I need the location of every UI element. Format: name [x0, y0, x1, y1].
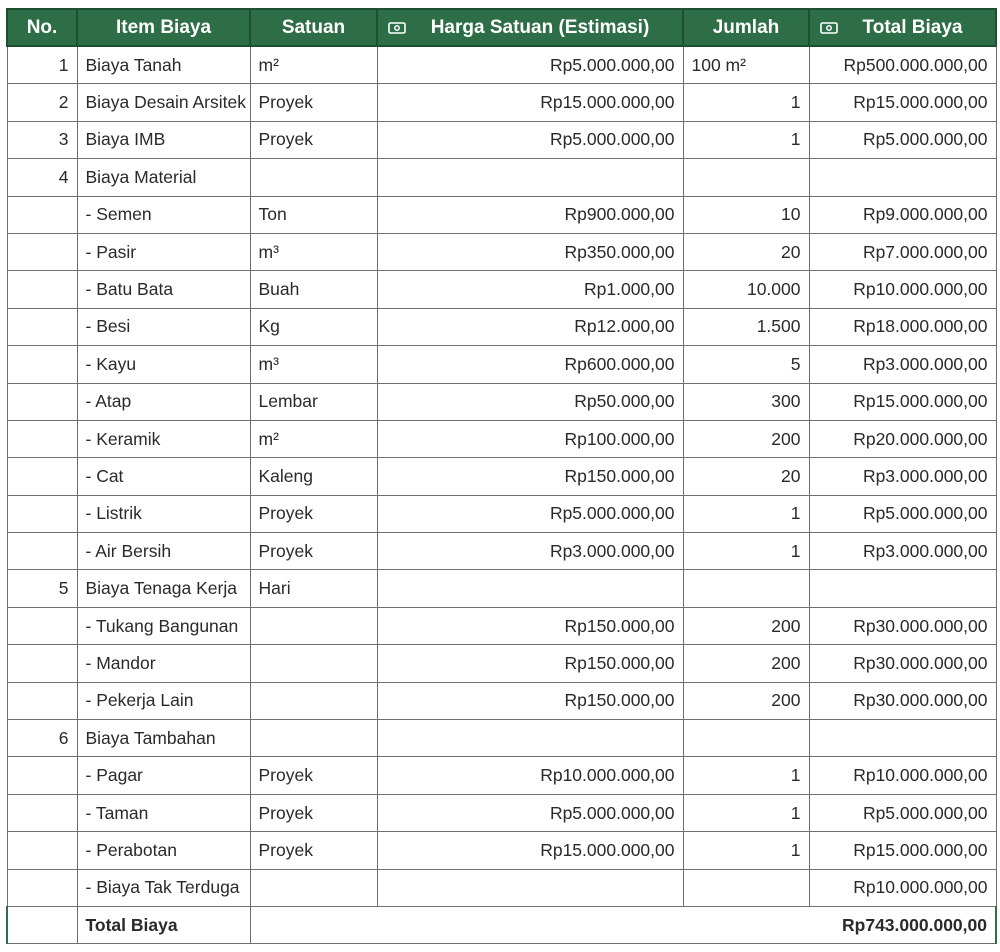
cell-jumlah: 200 — [683, 682, 809, 719]
cell-satuan — [250, 159, 377, 196]
header-harga[interactable] — [377, 9, 683, 46]
total-value: Rp743.000.000,00 — [250, 906, 996, 943]
cell-jumlah: 200 — [683, 645, 809, 682]
cell-harga: Rp150.000,00 — [377, 682, 683, 719]
cell-harga: Rp10.000.000,00 — [377, 757, 683, 794]
total-row — [7, 906, 996, 943]
header-jumlah[interactable]: Jumlah — [683, 9, 809, 46]
cell-total: Rp3.000.000,00 — [809, 346, 996, 383]
cell-no — [7, 645, 77, 682]
cell-harga: Rp5.000.000,00 — [377, 46, 683, 84]
cell-harga: Rp350.000,00 — [377, 233, 683, 270]
cell-jumlah: 1 — [683, 495, 809, 532]
cell-satuan — [250, 720, 377, 757]
table-body — [7, 46, 996, 906]
cell-satuan: m² — [250, 46, 377, 84]
cell-no: 6 — [7, 720, 77, 757]
cell-jumlah: 100 m² — [683, 46, 809, 84]
cell-item: Biaya Tenaga Kerja — [77, 570, 250, 607]
cell-item: Biaya IMB — [77, 121, 250, 158]
table-row — [7, 794, 996, 831]
table-row — [7, 121, 996, 158]
cell-no — [7, 308, 77, 345]
cell-harga — [377, 869, 683, 906]
cell-harga: Rp12.000,00 — [377, 308, 683, 345]
cell-item: - Pasir — [77, 233, 250, 270]
cell-total: Rp15.000.000,00 — [809, 383, 996, 420]
cell-item: - Air Bersih — [77, 533, 250, 570]
cell-total: Rp5.000.000,00 — [809, 121, 996, 158]
cell-total — [809, 159, 996, 196]
cell-satuan: Proyek — [250, 84, 377, 121]
cell-no — [7, 271, 77, 308]
cost-table-container — [6, 8, 995, 946]
table-row — [7, 346, 996, 383]
cell-no — [7, 346, 77, 383]
cell-no — [7, 832, 77, 869]
cell-total: Rp7.000.000,00 — [809, 233, 996, 270]
cell-jumlah — [683, 720, 809, 757]
cell-jumlah — [683, 159, 809, 196]
cell-no: 5 — [7, 570, 77, 607]
cell-jumlah: 10 — [683, 196, 809, 233]
table-row — [7, 607, 996, 644]
cell-item: - Batu Bata — [77, 271, 250, 308]
cell-total: Rp5.000.000,00 — [809, 794, 996, 831]
cell-satuan: Buah — [250, 271, 377, 308]
cell-harga: Rp15.000.000,00 — [377, 84, 683, 121]
cell-harga: Rp50.000,00 — [377, 383, 683, 420]
cell-satuan: Hari — [250, 570, 377, 607]
cell-no — [7, 458, 77, 495]
cell-total — [809, 570, 996, 607]
table-row — [7, 495, 996, 532]
cell-item: - Besi — [77, 308, 250, 345]
header-item[interactable]: Item Biaya — [77, 9, 250, 46]
cell-total: Rp9.000.000,00 — [809, 196, 996, 233]
cell-satuan: Kaleng — [250, 458, 377, 495]
table-row — [7, 46, 996, 84]
cell-harga — [377, 720, 683, 757]
table-row — [7, 682, 996, 719]
table-row — [7, 233, 996, 270]
table-row — [7, 159, 996, 196]
cell-jumlah: 20 — [683, 458, 809, 495]
cell-item: Biaya Material — [77, 159, 250, 196]
cell-no — [7, 420, 77, 457]
cell-jumlah: 1 — [683, 121, 809, 158]
cell-no — [7, 533, 77, 570]
cell-jumlah: 1 — [683, 794, 809, 831]
table-row — [7, 757, 996, 794]
cell-total: Rp10.000.000,00 — [809, 757, 996, 794]
cell-item: - Pekerja Lain — [77, 682, 250, 719]
cell-total — [809, 720, 996, 757]
cell-total: Rp15.000.000,00 — [809, 832, 996, 869]
table-row — [7, 533, 996, 570]
cell-no — [7, 682, 77, 719]
cell-satuan: Ton — [250, 196, 377, 233]
cell-total: Rp30.000.000,00 — [809, 682, 996, 719]
cell-no — [7, 196, 77, 233]
cell-total: Rp3.000.000,00 — [809, 533, 996, 570]
header-harga-label: Harga Satuan (Estimasi) — [430, 16, 650, 38]
cell-item: - Biaya Tak Terduga — [77, 869, 250, 906]
cell-jumlah — [683, 869, 809, 906]
table-row — [7, 271, 996, 308]
cell-satuan: m² — [250, 420, 377, 457]
cell-item: - Kayu — [77, 346, 250, 383]
cell-total: Rp20.000.000,00 — [809, 420, 996, 457]
cell-jumlah: 200 — [683, 607, 809, 644]
cell-harga: Rp150.000,00 — [377, 458, 683, 495]
cell-no: 4 — [7, 159, 77, 196]
cell-item: Biaya Tambahan — [77, 720, 250, 757]
cell-satuan: Proyek — [250, 533, 377, 570]
cell-jumlah: 10.000 — [683, 271, 809, 308]
cell-total: Rp500.000.000,00 — [809, 46, 996, 84]
cell-jumlah: 200 — [683, 420, 809, 457]
cell-item: - Tukang Bangunan — [77, 607, 250, 644]
cell-no: 3 — [7, 121, 77, 158]
cell-harga: Rp600.000,00 — [377, 346, 683, 383]
cell-satuan: m³ — [250, 233, 377, 270]
cell-satuan: m³ — [250, 346, 377, 383]
cell-total: Rp15.000.000,00 — [809, 84, 996, 121]
cell-jumlah: 1.500 — [683, 308, 809, 345]
cell-item: - Taman — [77, 794, 250, 831]
cell-item: - Cat — [77, 458, 250, 495]
table-row — [7, 84, 996, 121]
cell-satuan: Proyek — [250, 757, 377, 794]
cell-satuan: Proyek — [250, 495, 377, 532]
cell-no: 1 — [7, 46, 77, 84]
cell-harga: Rp150.000,00 — [377, 607, 683, 644]
header-total[interactable] — [809, 9, 996, 46]
cell-harga: Rp5.000.000,00 — [377, 794, 683, 831]
table-row — [7, 869, 996, 906]
total-row-no — [7, 906, 77, 943]
cell-item: - Keramik — [77, 420, 250, 457]
total-label: Total Biaya — [77, 906, 250, 943]
cell-satuan: Lembar — [250, 383, 377, 420]
cell-harga: Rp5.000.000,00 — [377, 495, 683, 532]
cell-jumlah — [683, 570, 809, 607]
cost-table — [6, 8, 997, 944]
cell-no — [7, 495, 77, 532]
table-row — [7, 383, 996, 420]
cell-no — [7, 869, 77, 906]
cell-satuan: Proyek — [250, 121, 377, 158]
cell-jumlah: 1 — [683, 757, 809, 794]
cell-total: Rp18.000.000,00 — [809, 308, 996, 345]
cell-item: - Listrik — [77, 495, 250, 532]
cell-jumlah: 1 — [683, 533, 809, 570]
cell-no: 2 — [7, 84, 77, 121]
table-row — [7, 645, 996, 682]
header-row — [7, 9, 996, 46]
cell-item: - Perabotan — [77, 832, 250, 869]
cell-satuan: Proyek — [250, 832, 377, 869]
cell-harga — [377, 570, 683, 607]
table-row — [7, 832, 996, 869]
cell-item: Biaya Desain Arsitek — [77, 84, 250, 121]
cell-jumlah: 5 — [683, 346, 809, 383]
cell-item: - Atap — [77, 383, 250, 420]
money-icon — [388, 22, 406, 34]
cell-satuan: Kg — [250, 308, 377, 345]
cell-harga: Rp150.000,00 — [377, 645, 683, 682]
cell-jumlah: 1 — [683, 84, 809, 121]
cell-jumlah: 20 — [683, 233, 809, 270]
cell-total: Rp5.000.000,00 — [809, 495, 996, 532]
cell-total: Rp10.000.000,00 — [809, 869, 996, 906]
cell-harga: Rp1.000,00 — [377, 271, 683, 308]
cell-item: - Mandor — [77, 645, 250, 682]
money-icon — [820, 22, 838, 34]
header-total-label: Total Biaya — [862, 16, 963, 38]
header-no[interactable]: No. — [7, 9, 77, 46]
cell-total: Rp3.000.000,00 — [809, 458, 996, 495]
table-row — [7, 308, 996, 345]
table-row — [7, 570, 996, 607]
cell-no — [7, 757, 77, 794]
cell-satuan — [250, 682, 377, 719]
cell-satuan — [250, 607, 377, 644]
cell-no — [7, 794, 77, 831]
cell-no — [7, 383, 77, 420]
header-satuan[interactable]: Satuan — [250, 9, 377, 46]
cell-harga: Rp15.000.000,00 — [377, 832, 683, 869]
cell-satuan — [250, 869, 377, 906]
cell-harga: Rp5.000.000,00 — [377, 121, 683, 158]
cell-total: Rp30.000.000,00 — [809, 607, 996, 644]
cell-harga: Rp3.000.000,00 — [377, 533, 683, 570]
cell-jumlah: 300 — [683, 383, 809, 420]
cell-jumlah: 1 — [683, 832, 809, 869]
cell-total: Rp30.000.000,00 — [809, 645, 996, 682]
cell-no — [7, 233, 77, 270]
cell-satuan: Proyek — [250, 794, 377, 831]
cell-harga: Rp100.000,00 — [377, 420, 683, 457]
table-row — [7, 458, 996, 495]
cell-satuan — [250, 645, 377, 682]
cell-harga: Rp900.000,00 — [377, 196, 683, 233]
table-row — [7, 420, 996, 457]
cell-item: Biaya Tanah — [77, 46, 250, 84]
table-row — [7, 196, 996, 233]
cell-harga — [377, 159, 683, 196]
cell-item: - Pagar — [77, 757, 250, 794]
cell-no — [7, 607, 77, 644]
table-row — [7, 720, 996, 757]
cell-item: - Semen — [77, 196, 250, 233]
cell-total: Rp10.000.000,00 — [809, 271, 996, 308]
